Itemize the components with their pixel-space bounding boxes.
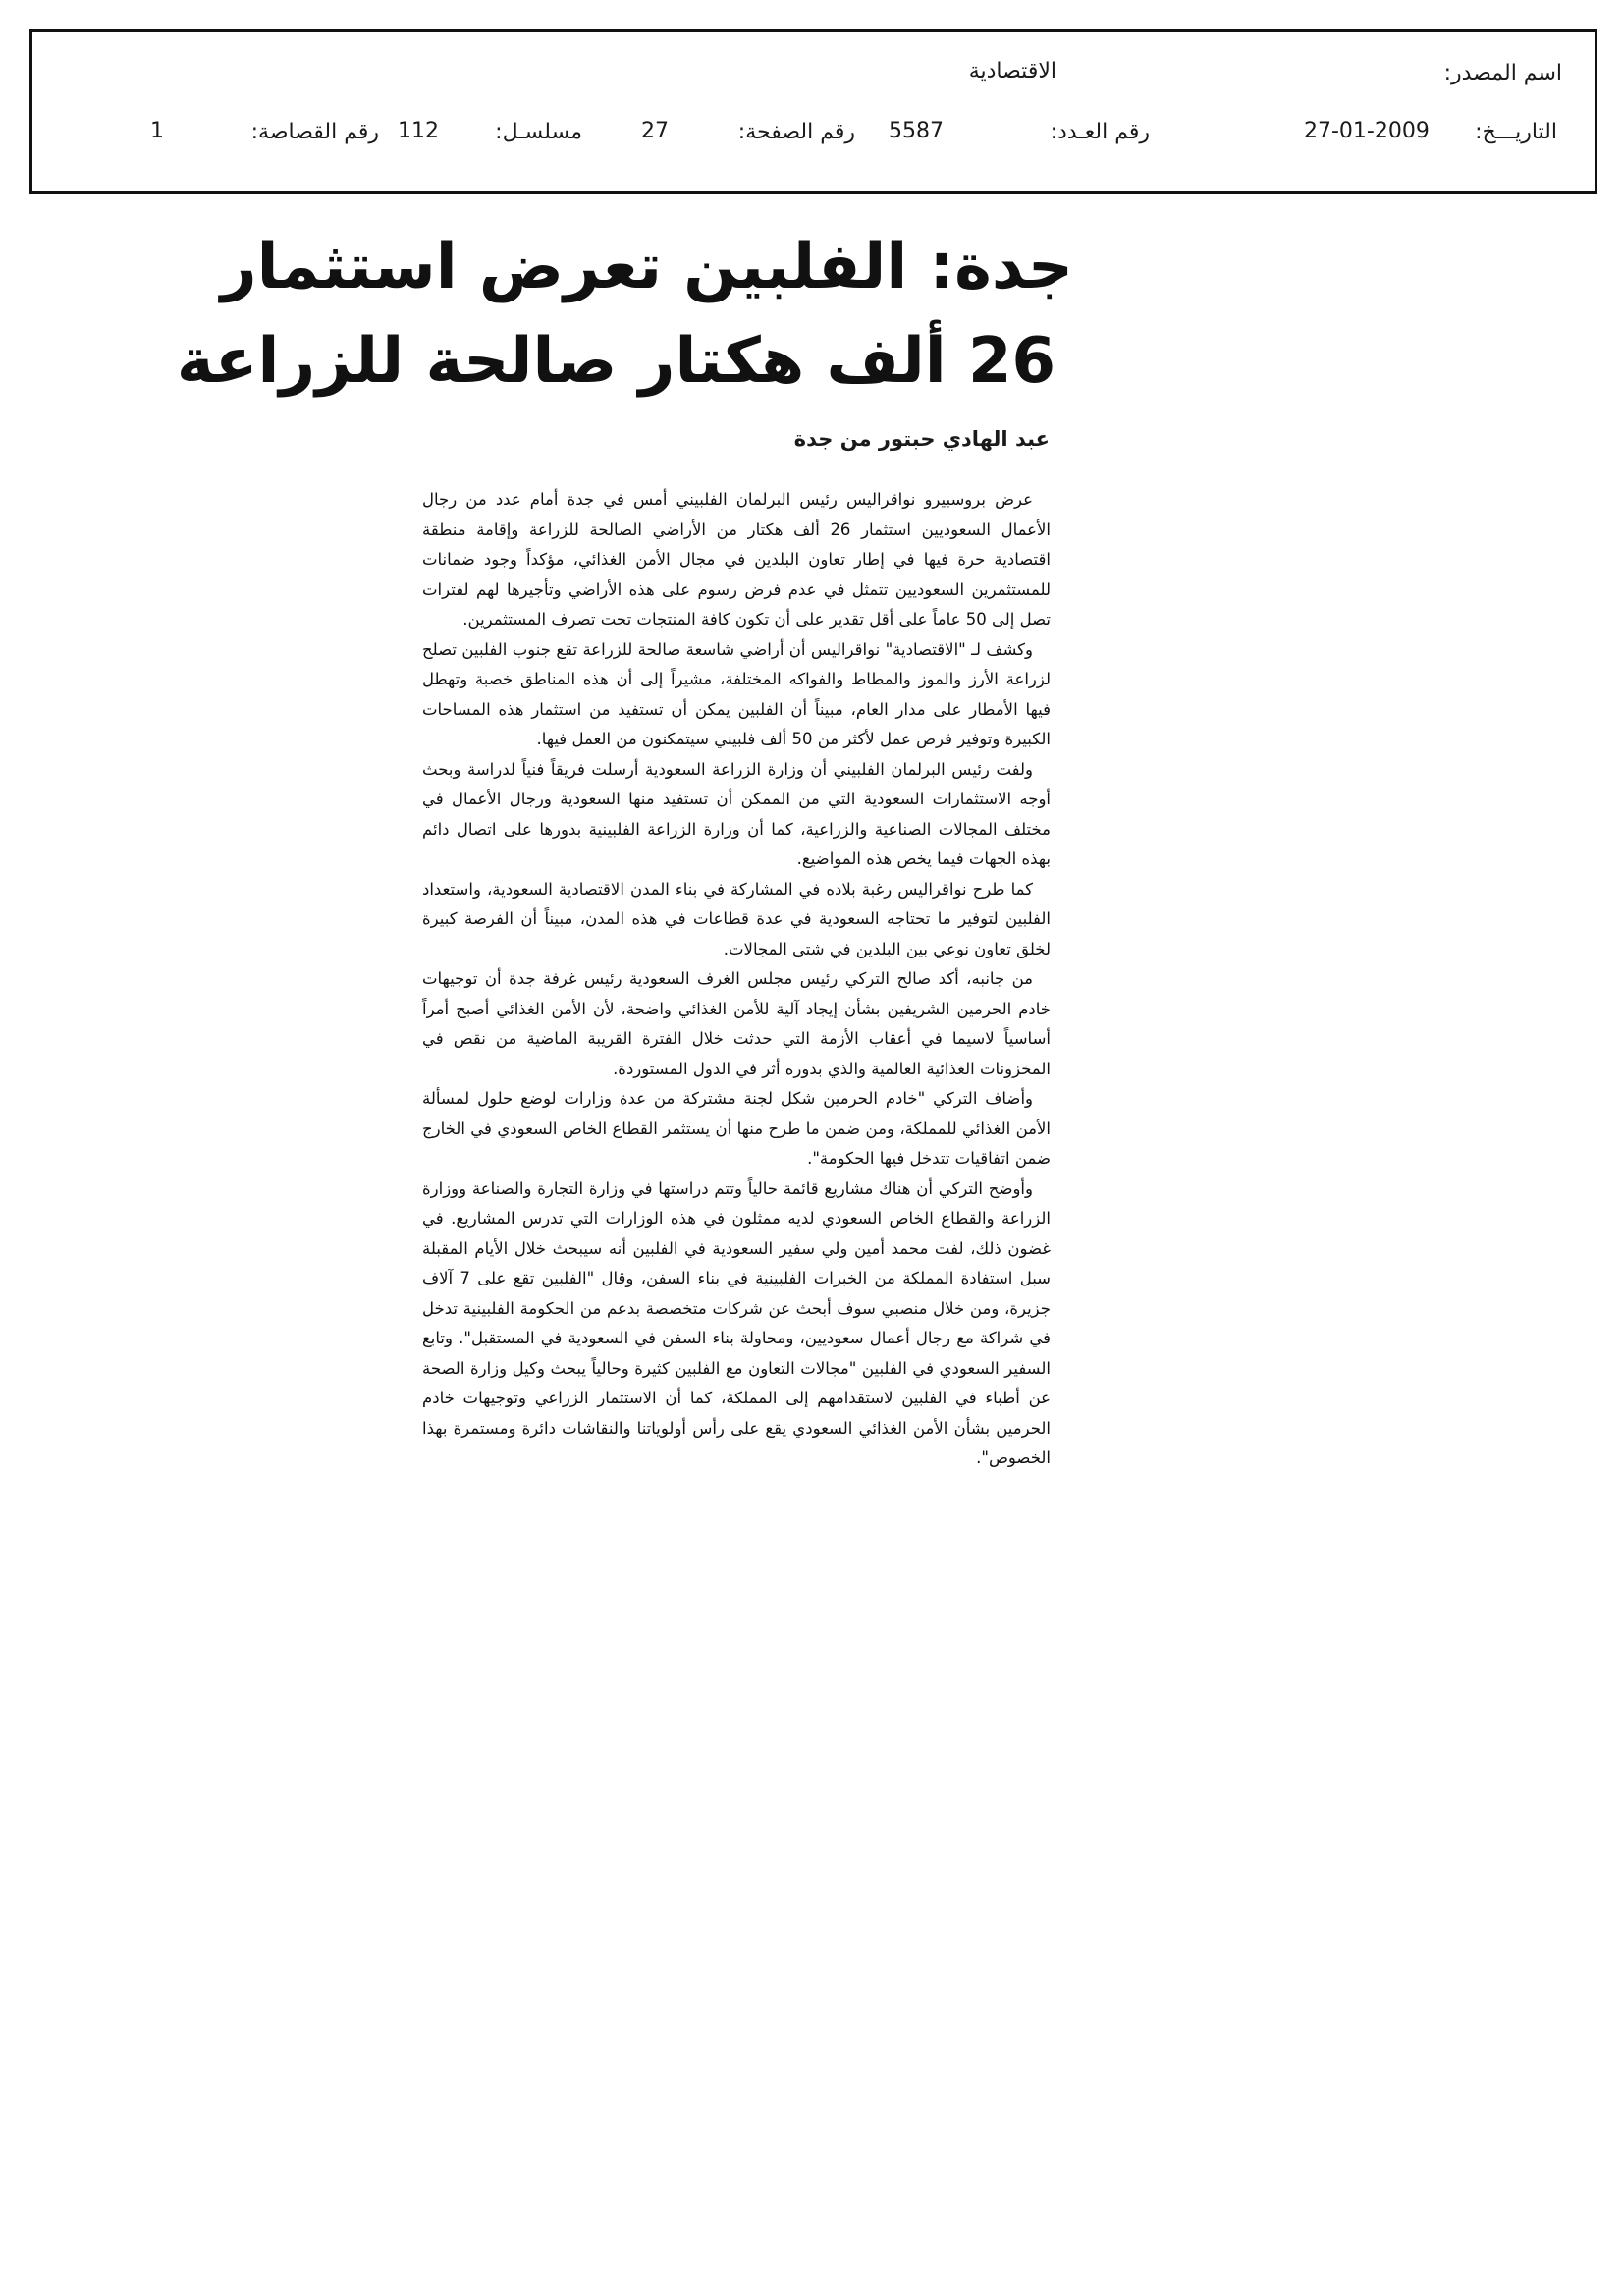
- clipping-number-value: 1: [150, 119, 164, 143]
- article-paragraph-6: وأضاف التركي "خادم الحرمين شكل لجنة مشتركة من عدة وزارات لوضع حلول لمسألة الأمن الغذائي للمملكة، ومن ضمن ما طرح منها أن يستثمر القطاع الخاص السعودي في الخارج ضمن اتفاقيات تتدخل فيها الحكومة".: [422, 1089, 1051, 1168]
- serial-label: مسلسـل:: [495, 120, 582, 144]
- article-paragraph-7: وأوضح التركي أن هناك مشاريع قائمة حالياً وتتم دراستها في وزارة التجارة والصناعة ووزارة الزراعة والقطاع الخاص السعودي لديه ممثلون في هذه الوزارات التي تدرس المشاريع. في غضون ذلك، لفت محمد أمين ولي سفير السعودية في الفلبين أنه سيبحث خلال الأيام المقبلة سبل استفادة المملكة من الخبرات الفلبينية في بناء السفن، وقال "الفلبين تقع على 7 آلاف جزيرة، ومن خلال منصبي سوف أبحث عن شركات متخصصة بدعم من الحكومة الفلبينية تدخل في شراكة مع رجال أعمال سعوديين، ومحاولة بناء السفن في السعودية في المستقبل". وتابع السفير السعودي في الفلبين "مجالات التعاون مع الفلبين كثيرة وحالياً يبحث وكيل وزارة الصحة عن أطباء في الفلبين لاستقدامهم إلى المملكة، كما أن الاستثمار الزراعي وتوجيهات خادم الحرمين بشأن الأمن الغذائي السعودي يقع على رأس أولوياتنا والنقاشات دائرة ومستمرة بهذا الخصوص".: [422, 1178, 1051, 1467]
- article-body: [422, 485, 1051, 1474]
- byline: عبد الهادي حبتور من جدة: [793, 427, 1050, 451]
- source-label: اسم المصدر:: [1443, 61, 1562, 85]
- clipping-metadata-box: [29, 29, 1597, 194]
- serial-value: 112: [398, 119, 439, 143]
- headline-line-2: 26 ألف هكتار صالحة للزراعة: [176, 325, 1055, 398]
- date-value: 27-01-2009: [1304, 119, 1430, 143]
- page-value: 27: [641, 119, 669, 143]
- source-value: الاقتصادية: [968, 59, 1056, 83]
- article-paragraph-3: ولفت رئيس البرلمان الفلبيني أن وزارة الزراعة السعودية أرسلت فريقاً فنياً لدراسة وبحث أوجه الاستثمارات السعودية التي من الممكن أن تستفيد منها السعودية ورجال الأعمال في مختلف المجالات الصناعية والزراعية، كما أن وزارة الزراعة الفلبينية بدورها على اتصال دائم بهذه الجهات فيما يخص هذه المواضيع.: [422, 759, 1051, 868]
- issue-label: رقم العـدد:: [1050, 120, 1150, 144]
- clipping-number-label: رقم القصاصة:: [250, 120, 379, 144]
- article-paragraph-2: وكشف لـ "الاقتصادية" نواقراليس أن أراضي شاسعة صالحة للزراعة تقع جنوب الفلبين تصلح لزراعة الأرز والموز والمطاط والفواكه المختلفة، مشيراً إلى أن هذه المناطق خصبة وتهطل فيها الأمطار على مدار العام، مبيناً أن الفلبين يمكن أن تستفيد من استثمار هذه المساحات الكبيرة وتوفير فرص عمل لأكثر من 50 ألف فلبيني سيتمكنون من العمل فيها.: [422, 639, 1051, 748]
- date-label: التاريـــخ:: [1475, 120, 1557, 144]
- article-paragraph-1: عرض بروسبيرو نواقراليس رئيس البرلمان الفلبيني أمس في جدة أمام عدد من رجال الأعمال السعوديين استثمار 26 ألف هكتار من الأراضي الصالحة للزراعة وإقامة منطقة اقتصادية حرة فيها في إطار تعاون البلدين في مجال الأمن الغذائي، مؤكداً وجود ضمانات للمستثمرين السعوديين تتمثل في عدم فرض رسوم على هذه الأراضي وتأجيرها لهم لفترات تصل إلى 50 عاماً على أقل تقدير على أن تكون كافة المنتجات تحت تصرف المستثمرين.: [422, 490, 1051, 629]
- article-paragraph-4: كما طرح نواقراليس رغبة بلاده في المشاركة في بناء المدن الاقتصادية السعودية، واستعداد الفلبين لتوفير ما تحتاجه السعودية في عدة قطاعات في هذه المدن، مبيناً أن الفرصة كبيرة لخلق تعاون نوعي بين البلدين في شتى المجالات.: [422, 879, 1051, 958]
- headline-line-1: جدة: الفلبين تعرض استثمار: [220, 231, 1073, 303]
- page-label: رقم الصفحة:: [737, 120, 855, 144]
- issue-value: 5587: [889, 119, 944, 143]
- article-paragraph-5: من جانبه، أكد صالح التركي رئيس مجلس الغرف السعودية رئيس غرفة جدة أن توجيهات خادم الحرمين الشريفين بشأن إيجاد آلية للأمن الغذائي واضحة، لأن الأمن الغذائي أصبح أمراً أساسياً لاسيما في أعقاب الأزمة التي حدثت خلال الفترة القريبة الماضية من نقص في المخزونات الغذائية العالمية والذي بدوره أثر في الدول المستوردة.: [422, 969, 1051, 1078]
